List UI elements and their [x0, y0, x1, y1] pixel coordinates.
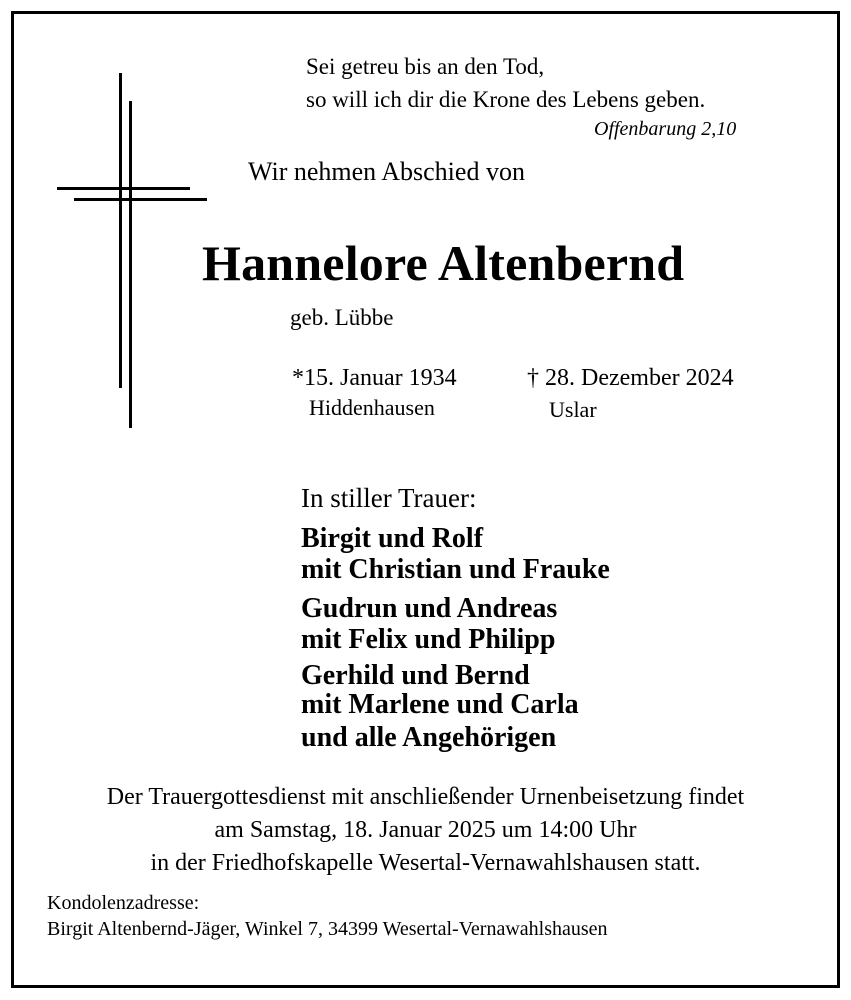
service-line-3: in der Friedhofskapelle Wesertal-Vernawahlshausen statt.: [150, 850, 701, 876]
service-line-1: Der Trauergottesdienst mit anschließender Urnenbeisetzung findet: [106, 784, 745, 810]
condolence-address: Birgit Altenbernd-Jäger, Winkel 7, 34399 Wesertal-Vernawahlshausen: [47, 918, 608, 940]
service-info: [14, 781, 837, 880]
mourner-line: mit Christian und Frauke: [301, 554, 610, 585]
birth-date: *15. Januar 1934: [292, 365, 457, 391]
mourner-line: Birgit und Rolf: [301, 523, 484, 554]
verse-reference: Offenbarung 2,10: [594, 118, 737, 140]
death-place: Uslar: [549, 397, 597, 422]
death-date: † 28. Dezember 2024: [527, 365, 734, 391]
birth-place: Hiddenhausen: [309, 395, 435, 420]
maiden-name: geb. Lübbe: [290, 305, 394, 330]
intro-text: Wir nehmen Abschied von: [248, 157, 525, 186]
mourner-line: und alle Angehörigen: [301, 722, 557, 753]
verse-line-2: so will ich dir die Krone des Lebens geben.: [306, 87, 706, 112]
deceased-name: Hannelore Altenbernd: [202, 235, 685, 291]
mourner-line: mit Felix und Philipp: [301, 624, 556, 655]
service-line-2: am Samstag, 18. Januar 2025 um 14:00 Uhr: [214, 817, 637, 843]
mourners-heading: In stiller Trauer:: [301, 483, 477, 513]
verse-line-1: Sei getreu bis an den Tod,: [306, 54, 545, 79]
mourner-line: Gerhild und Bernd: [301, 660, 530, 691]
mourner-line: mit Marlene und Carla: [301, 689, 579, 720]
condolence-label: Kondolenzadresse:: [47, 892, 200, 914]
mourner-line: Gudrun und Andreas: [301, 593, 558, 624]
